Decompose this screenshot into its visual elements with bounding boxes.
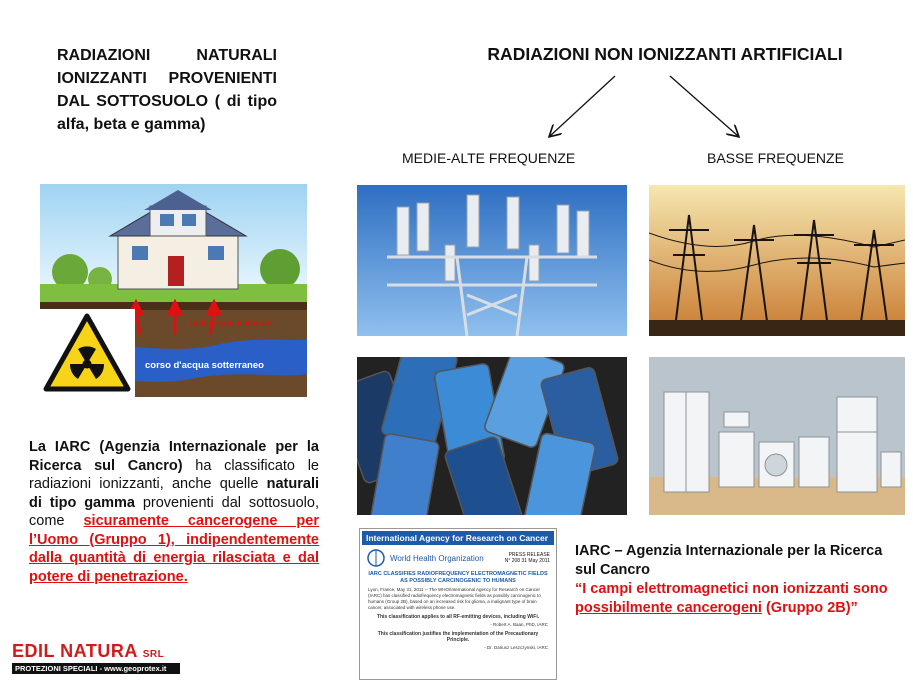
press-release-applies: This classification applies to all RF-emitting devices, including WiFi. xyxy=(376,614,540,620)
press-release-signature-2: - Dr. Dariusz Leszczynski, IARC xyxy=(484,645,548,650)
underground-water-caption: corso d'acqua sotterraneo xyxy=(145,360,264,371)
press-release-headline: IARC CLASSIFIES RADIOFREQUENCY ELECTROMAGNETIC FIELDS AS POSSIBLY CARCINOGENIC TO HUMANS xyxy=(368,571,548,584)
logo-suffix: SRL xyxy=(142,649,165,660)
smartphones-image xyxy=(357,357,627,515)
power-lines-image xyxy=(649,185,905,336)
iarc-quote-highlight: possibilmente cancerogeni xyxy=(575,600,762,616)
iarc-agency-name: La IARC (Agenzia Internazionale per la Ricerca sul Cancro) xyxy=(29,439,319,474)
logo-subtitle: PROTEZIONI SPECIALI - www.geoprotex.it xyxy=(12,663,180,674)
iarc-natural-gamma: naturali di tipo gamma xyxy=(29,476,319,511)
press-release-number: N° 208 xyxy=(504,558,521,564)
logo-brand: EDIL NATURA xyxy=(12,641,138,661)
who-logo-icon xyxy=(366,549,386,567)
iarc-quote xyxy=(575,580,905,618)
iarc-quote-part-2: (Gruppo 2B)” xyxy=(761,600,858,616)
who-org-name: World Health Organization xyxy=(390,553,484,563)
antenna-tower-image xyxy=(357,185,627,336)
press-release-body: Lyon, France, May 31, 2011 -- The WHO/International Agency for Research on Cancer (IARC) has classified radiofrequency electromagnetic fields as possibly carcinogenic to humans (Group 2B), based on an increased risk for glioma, a malignant type of brain cancer, associated with wireless phone use. xyxy=(368,587,541,610)
radiation-hazard-icon xyxy=(40,309,135,397)
appliances-image xyxy=(649,357,905,515)
house-radiation-image xyxy=(40,184,307,397)
arrow-left xyxy=(550,76,615,136)
natural-radiation-title: RADIAZIONI NATURALI IONIZZANTI PROVENIENTI DAL SOTTOSUOLO ( di tipo alfa, beta e gamma) xyxy=(57,47,277,133)
press-release-label: PRESS RELEASE xyxy=(508,552,550,558)
edil-natura-logo xyxy=(12,641,180,674)
iarc-quote-part-1: “I campi elettromagnetici non ionizzanti sono xyxy=(575,581,888,597)
press-release-justifies: This classification justifies the implementation of the Precautionary Principle. xyxy=(377,631,539,643)
iarc-full-name: IARC – Agenzia Internazionale per la Ricerca sul Cancro xyxy=(575,543,883,578)
press-release-signature-1: - Robert A. Baan, PhD, IARC xyxy=(490,622,548,627)
iarc-text-1: ha classificato le radiazioni ionizzanti, anche quelle xyxy=(29,457,319,492)
natural-radiation-caption: radiazione naturale xyxy=(190,318,273,328)
low-frequency-label: BASSE FREQUENZE xyxy=(707,150,844,166)
arrow-right xyxy=(670,76,738,136)
iarc-non-ionizing-block xyxy=(575,542,905,618)
who-press-release-image xyxy=(359,528,557,680)
iarc-text-2: provenienti dal sottosuolo, come xyxy=(29,494,319,529)
press-release-header: International Agency for Research on Cancer xyxy=(362,531,554,545)
iarc-ionizing-paragraph xyxy=(29,438,319,586)
press-release-date: 31 May 2011 xyxy=(521,558,550,564)
medium-high-frequency-label: MEDIE-ALTE FREQUENZE xyxy=(402,150,576,166)
artificial-radiation-title: RADIAZIONI NON IONIZZANTI ARTIFICIALI xyxy=(487,44,843,64)
iarc-carcinogen-statement: sicuramente cancerogene per l’Uomo (Gruppo 1), indipendentemente dalla quantità di energia rilasciata e dal potere di penetrazione. xyxy=(29,513,319,585)
branch-arrows xyxy=(540,72,750,144)
